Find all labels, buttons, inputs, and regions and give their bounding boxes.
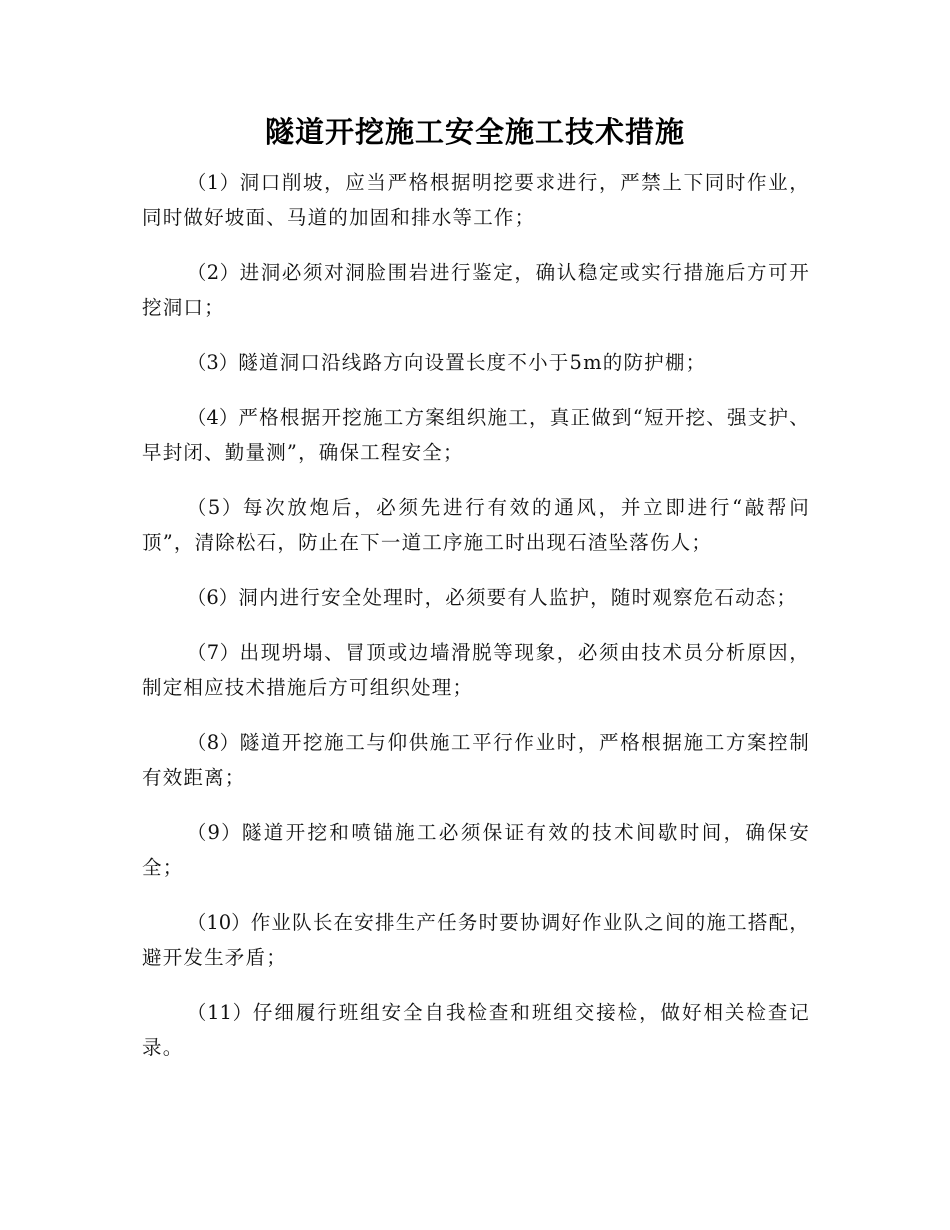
paragraph-3 xyxy=(142,345,810,380)
paragraph-number: （6） xyxy=(186,586,239,609)
paragraph-7 xyxy=(142,635,810,705)
paragraph-number: （10） xyxy=(186,911,251,934)
paragraph-number: （2） xyxy=(186,261,240,284)
paragraph-text: 洞口削坡，应当严格根据明挖要求进行，严禁上下同时作业，同时做好坡面、马道的加固和排水等工作； xyxy=(142,171,810,229)
paragraph-text: 洞内进行安全处理时，必须要有人监护，随时观察危石动态； xyxy=(238,586,798,609)
paragraph-1 xyxy=(142,165,810,235)
paragraph-text: 每次放炮后，必须先进行有效的通风，并立即进行“敲帮问顶”，清除松石，防止在下一道工序施工时出现石渣坠落伤人； xyxy=(142,496,810,554)
paragraph-number: （11） xyxy=(186,1001,253,1024)
paragraph-5 xyxy=(142,490,810,560)
paragraph-2 xyxy=(142,255,810,325)
paragraph-number: （3） xyxy=(186,351,239,374)
paragraph-8 xyxy=(142,725,810,795)
paragraph-text: 隧道洞口沿线路方向设置长度不小于5m的防护棚； xyxy=(238,351,707,374)
paragraph-11 xyxy=(142,995,810,1065)
paragraph-text: 仔细履行班组安全自我检查和班组交接检，做好相关检查记录。 xyxy=(142,1001,810,1059)
paragraph-number: （4） xyxy=(186,406,239,429)
paragraph-text: 出现坍塌、冒顶或边墙滑脱等现象，必须由技术员分析原因，制定相应技术措施后方可组织处理； xyxy=(142,641,810,699)
paragraph-number: （5） xyxy=(186,496,243,519)
paragraph-9 xyxy=(142,815,810,885)
document-title: 隧道开挖施工安全施工技术措施 xyxy=(264,115,685,149)
paragraph-text: 进洞必须对洞脸围岩进行鉴定，确认稳定或实行措施后方可开挖洞口； xyxy=(142,261,810,319)
paragraph-text: 作业队长在安排生产任务时要协调好作业队之间的施工搭配，避开发生矛盾； xyxy=(142,911,810,969)
paragraph-4 xyxy=(142,400,810,470)
document-body xyxy=(142,165,810,1085)
paragraph-number: （7） xyxy=(186,641,240,664)
paragraph-6 xyxy=(142,580,810,615)
paragraph-10 xyxy=(142,905,810,975)
paragraph-text: 隧道开挖和喷锚施工必须保证有效的技术间歇时间，确保安全； xyxy=(142,821,810,879)
paragraph-text: 隧道开挖施工与仰供施工平行作业时，严格根据施工方案控制有效距离； xyxy=(142,731,810,789)
paragraph-number: （8） xyxy=(186,731,240,754)
paragraph-number: （9） xyxy=(186,821,242,844)
paragraph-number: （1） xyxy=(186,171,240,194)
paragraph-text: 严格根据开挖施工方案组织施工，真正做到“短开挖、强支护、早封闭、勤量测”，确保工程安全； xyxy=(142,406,810,464)
